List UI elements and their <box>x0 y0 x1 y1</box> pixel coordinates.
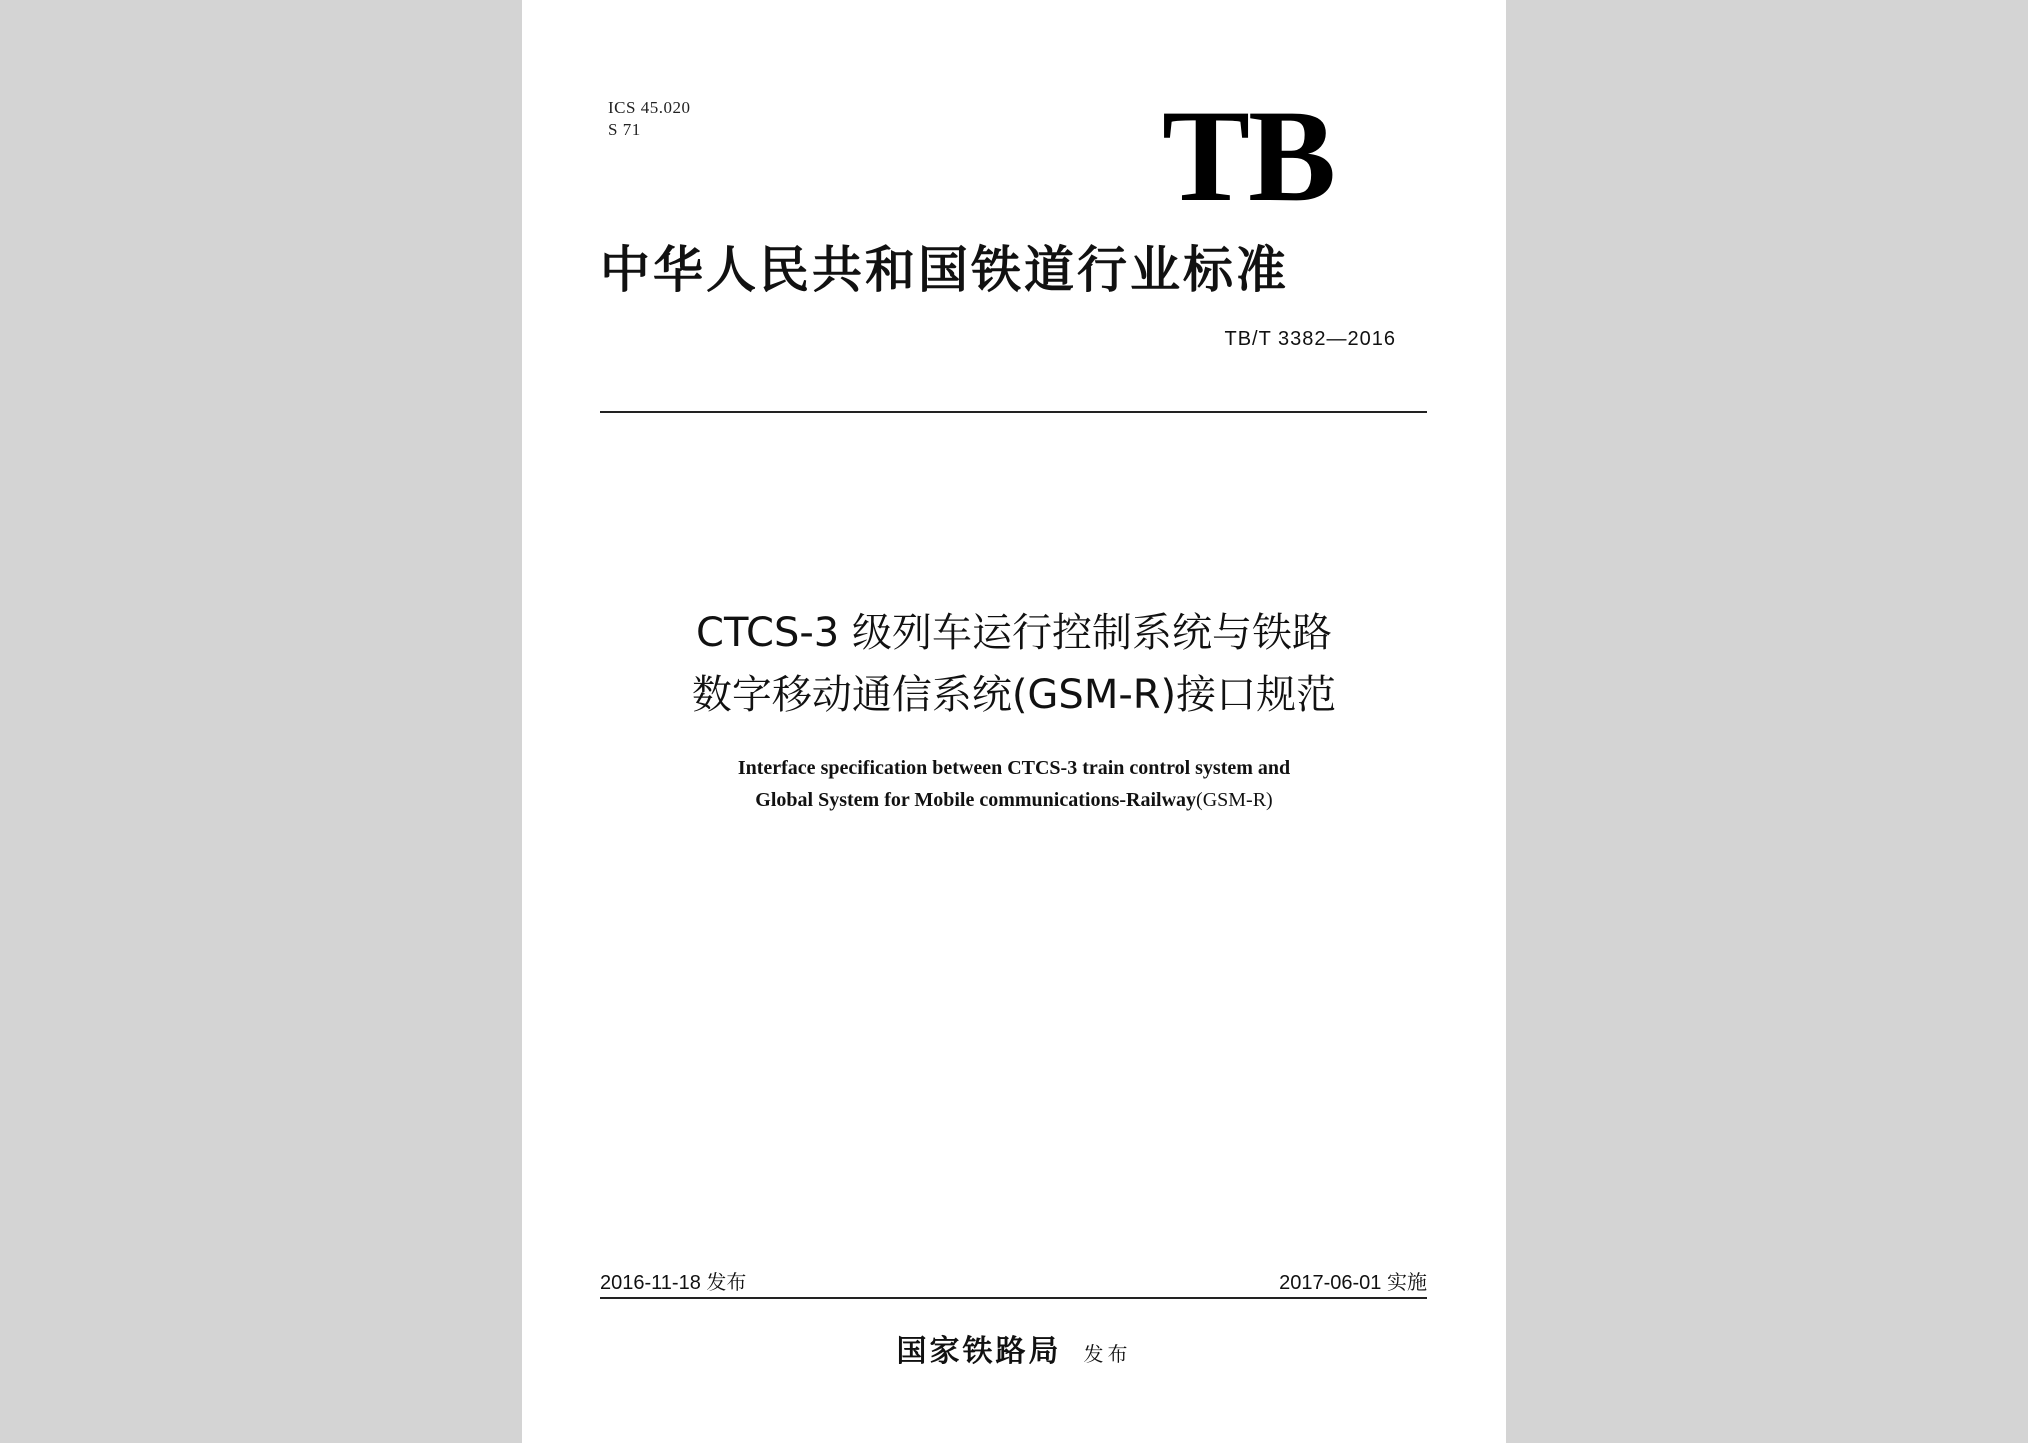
publish-label: 发布 <box>1083 1342 1132 1366</box>
publisher-line <box>522 1326 1506 1370</box>
ics-code: ICS 45.020 <box>608 98 691 117</box>
top-divider <box>600 411 1427 413</box>
document-page <box>522 0 1506 1443</box>
class-code: S 71 <box>608 120 641 139</box>
classification-codes <box>608 97 690 141</box>
standard-title: 中华人民共和国铁道行业标准 <box>600 241 1289 299</box>
bottom-divider <box>600 1297 1427 1299</box>
english-title-line-2 <box>522 784 1506 816</box>
publisher-name: 国家铁路局 <box>896 1334 1062 1369</box>
standard-number: TB/T 3382—2016 <box>1224 328 1396 350</box>
chinese-title <box>522 602 1506 726</box>
english-title-line-2-main: Global System for Mobile communications-Railway <box>755 789 1197 811</box>
english-title-line-2-tail: (GSM-R) <box>1196 789 1273 811</box>
english-title <box>522 752 1506 816</box>
issue-date: 2016-11-18 发布 <box>600 1272 747 1294</box>
english-title-line-1: Interface specification between CTCS-3 train control system and <box>737 757 1291 779</box>
chinese-title-line-2: 数字移动通信系统(GSM-R)接口规范 <box>691 672 1337 718</box>
chinese-title-line-1: CTCS-3 级列车运行控制系统与铁路 <box>696 610 1332 656</box>
tb-logo: TB <box>1162 82 1335 229</box>
effective-date: 2017-06-01 实施 <box>1279 1272 1427 1294</box>
